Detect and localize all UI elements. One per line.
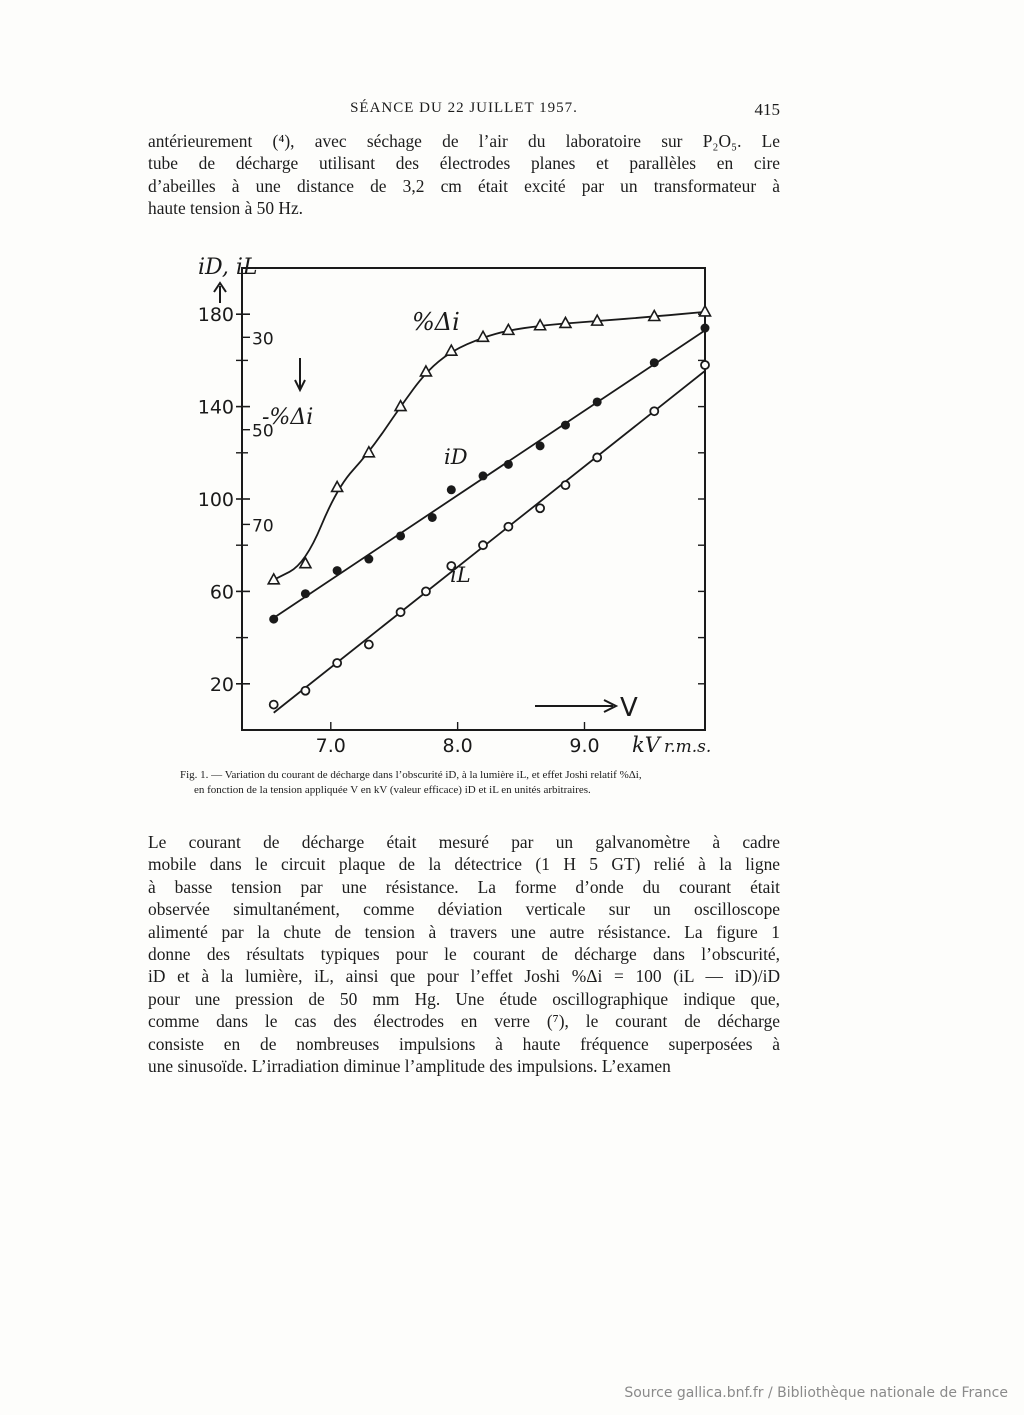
paragraph-2-line: pour une pression de 50 mm Hg. Une étude oscillographique indique que, xyxy=(148,988,780,1009)
x-unit-suffix: r.m.s. xyxy=(664,737,712,757)
paragraph-2-line: observée simultanément, comme déviation verticale sur un oscilloscope xyxy=(148,899,780,920)
plot-frame xyxy=(242,268,705,730)
page-number: 415 xyxy=(754,100,780,119)
paragraph-1-line: tube de décharge utilisant des électrodes planes et parallèles en cire xyxy=(148,153,780,174)
data-point-open xyxy=(650,407,658,415)
data-point-filled xyxy=(301,589,310,598)
data-point-filled xyxy=(396,531,405,540)
data-point-filled xyxy=(269,615,278,624)
discharge-current-chart xyxy=(180,248,740,763)
y-tick-label: 100 xyxy=(197,489,234,511)
x-arrow-label: V xyxy=(620,693,638,723)
paragraph-2-line: iD et à la lumière, iL, ainsi que pour l’effet Joshi %Δi = 100 (iL — iD)/iD xyxy=(148,966,780,987)
running-head xyxy=(148,100,780,126)
paragraph-2-line: comme dans le cas des électrodes en verre (⁷), le courant de décharge xyxy=(148,1011,780,1032)
data-point-filled xyxy=(536,441,545,450)
data-point-open xyxy=(301,687,309,695)
x-unit-label: kV xyxy=(632,733,660,757)
y-tick-label: 140 xyxy=(197,396,234,419)
data-point-open xyxy=(504,523,512,531)
paragraph-2-line: mobile dans le circuit plaque de la détectrice (1 H 5 GT) relié à la ligne xyxy=(148,854,780,875)
paragraph-2-line: consiste en de nombreuses impulsions à haute fréquence superposées à xyxy=(148,1033,780,1054)
data-point-filled xyxy=(561,421,570,430)
series-label-iL: iL xyxy=(450,563,471,587)
data-point-filled xyxy=(479,471,488,480)
data-point-filled xyxy=(428,513,437,522)
paragraph-2 xyxy=(148,831,780,1077)
data-point-triangle xyxy=(420,366,431,376)
data-point-filled xyxy=(701,324,710,333)
data-point-filled xyxy=(364,555,373,564)
data-point-open xyxy=(561,481,569,489)
y-tick-label: 180 xyxy=(197,304,234,327)
paragraph-2-line: alimenté par la chute de tension à travers une autre résistance. La figure 1 xyxy=(148,921,780,942)
data-point-open xyxy=(333,659,341,667)
data-point-triangle xyxy=(700,306,711,316)
secondary-tick-label: 50 xyxy=(252,421,274,442)
paragraph-2-line: donne des résultats typiques pour le courant de décharge dans l’obscurité, xyxy=(148,944,780,965)
data-point-open xyxy=(365,641,373,649)
data-point-open xyxy=(270,701,278,709)
paragraph-1 xyxy=(148,130,780,220)
data-point-filled xyxy=(504,460,513,469)
paragraph-1-line: d’abeilles à une distance de 3,2 cm était excité par un transformateur à xyxy=(148,175,780,196)
paragraph-2-line: une sinusoïde. L’irradiation diminue l’amplitude des impulsions. L’examen xyxy=(148,1056,671,1077)
series-label-pct: %Δi xyxy=(412,308,460,336)
data-point-triangle xyxy=(363,447,374,457)
y-tick-label: 60 xyxy=(209,581,234,604)
data-point-filled xyxy=(447,485,456,494)
paragraph-1-line: haute tension à 50 Hz. xyxy=(148,198,304,219)
caption-line-2: en fonction de la tension appliquée V en kV (valeur efficace) iD et iL en unités arbitraires. xyxy=(194,784,591,796)
x-tick-label: 7.0 xyxy=(315,735,346,757)
x-tick-label: 9.0 xyxy=(569,735,600,757)
figure-caption xyxy=(180,768,780,798)
data-point-filled xyxy=(593,397,602,406)
running-head-title: SÉANCE DU 22 JUILLET 1957. xyxy=(350,100,578,116)
secondary-axis-label: -%Δi xyxy=(262,405,314,430)
figure-1 xyxy=(180,248,740,763)
data-point-open xyxy=(593,453,601,461)
data-point-open xyxy=(536,504,544,512)
data-point-filled xyxy=(333,566,342,575)
series-label-iD: iD xyxy=(444,445,468,469)
data-point-open xyxy=(701,361,709,369)
source-credit: Source gallica.bnf.fr / Bibliothèque nationale de France xyxy=(624,1385,1008,1401)
y-axis-label: iD, iL xyxy=(198,255,258,280)
caption-line-1: Fig. 1. — Variation du courant de décharge dans l’obscurité iD, à la lumière iL, et effet Joshi relatif %Δi, xyxy=(180,769,642,781)
data-point-filled xyxy=(650,358,659,367)
secondary-tick-label: 30 xyxy=(252,329,274,350)
paragraph-1-line: antérieurement (⁴), avec séchage de l’air du laboratoire sur P₂O₅. Le xyxy=(148,131,780,151)
data-point-open xyxy=(479,541,487,549)
paragraph-2-line: à basse tension par une résistance. La forme d’onde du courant était xyxy=(148,876,780,897)
data-point-open xyxy=(422,587,430,595)
x-tick-label: 8.0 xyxy=(442,735,473,757)
data-point-open xyxy=(397,608,405,616)
series-line-0 xyxy=(274,312,705,580)
secondary-tick-label: 70 xyxy=(252,516,274,537)
paragraph-2-line: Le courant de décharge était mesuré par un galvanomètre à cadre xyxy=(148,832,780,852)
y-tick-label: 20 xyxy=(209,673,234,696)
